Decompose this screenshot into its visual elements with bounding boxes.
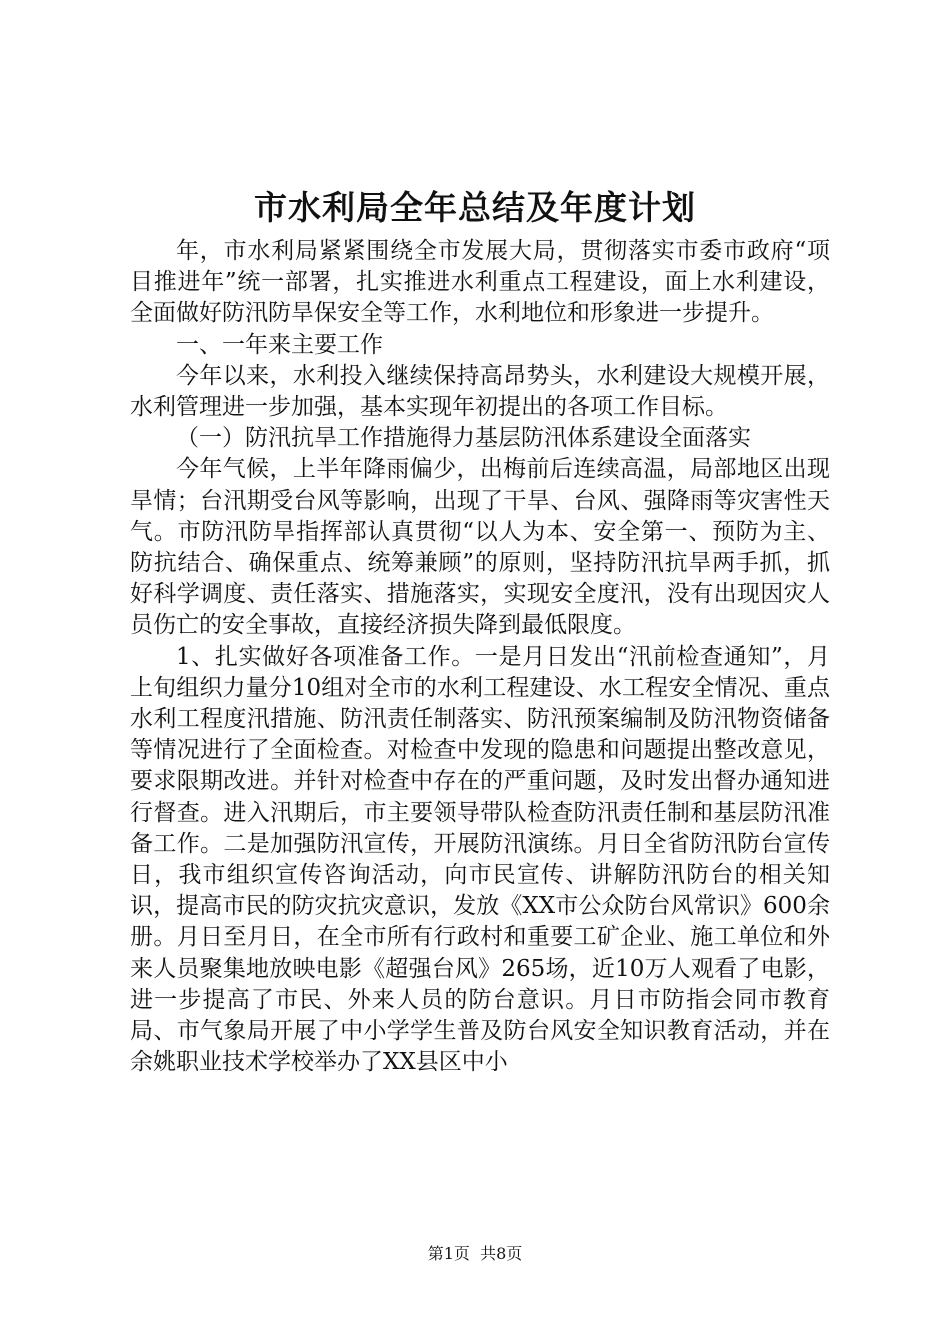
paragraph-preparation: 1、扎实做好各项准备工作。一是月日发出“汛前检查通知”，月上旬组织力量分10组对全市的水利工程建设、水工程安全情况、重点水利工程度汛措施、防汛责任制落实、防汛预案编制及防汛物资储备等情况进行了全面检查。对检查中发现的隐患和问题提出整改意见，要求限期改进。并针对检查中存在的严重问题，及时发出督办通知进行督查。进入汛期后，市主要领导带队检查防汛责任制和基层防汛准备工作。二是加强防汛宣传，开展防汛演练。月日全省防汛防台宣传日，我市组织宣传咨询活动，向市民宣传、讲解防汛防台的相关知识，提高市民的防灾抗灾意识，发放《XX市公众防台风常识》600余册。月日至月日，在全市所有行政村和重要工矿企业、施工单位和外来人员聚集地放映电影《超强台风》265场，近10万人观看了电影，进一步提高了市民、外来人员的防台意识。月日市防指会同市教育局、市气象局开展了中小学学生普及防台风安全知识教育活动，并在余姚职业技术学校举办了XX县区中小 — [130, 643, 830, 1076]
document-body — [130, 236, 830, 1078]
paragraph-weather: 今年气候，上半年降雨偏少，出梅前后连续高温，局部地区出现旱情；台汛期受台风等影响，出现了干旱、台风、强降雨等灾害性天气。市防汛防旱指挥部认真贯彻“以人为本、安全第一、预防为主、防抗结合、确保重点、统筹兼顾”的原则，坚持防汛抗旱两手抓，抓好科学调度、责任落实、措施落实，实现安全度汛，没有出现因灾人员伤亡的安全事故，直接经济损失降到最低限度。 — [130, 456, 830, 639]
document-title: 市水利局全年总结及年度计划 — [254, 188, 696, 227]
paragraph-overview: 今年以来，水利投入继续保持高昂势头，水利建设大规模开展，水利管理进一步加强，基本实现年初提出的各项工作目标。 — [130, 362, 830, 421]
paragraph-intro: 年，市水利局紧紧围绕全市发展大局，贯彻落实市委市政府“项目推进年”统一部署，扎实推进水利重点工程建设，面上水利建设，全面做好防汛防旱保安全等工作，水利地位和形象进一步提升。 — [130, 238, 830, 327]
subsection-heading-flood-control: （一）防汛抗旱工作措施得力基层防汛体系建设全面落实 — [176, 425, 751, 452]
section-heading-main-work: 一、一年来主要工作 — [176, 331, 383, 358]
page-number-footer: 第1页 共8页 — [427, 1244, 523, 1263]
